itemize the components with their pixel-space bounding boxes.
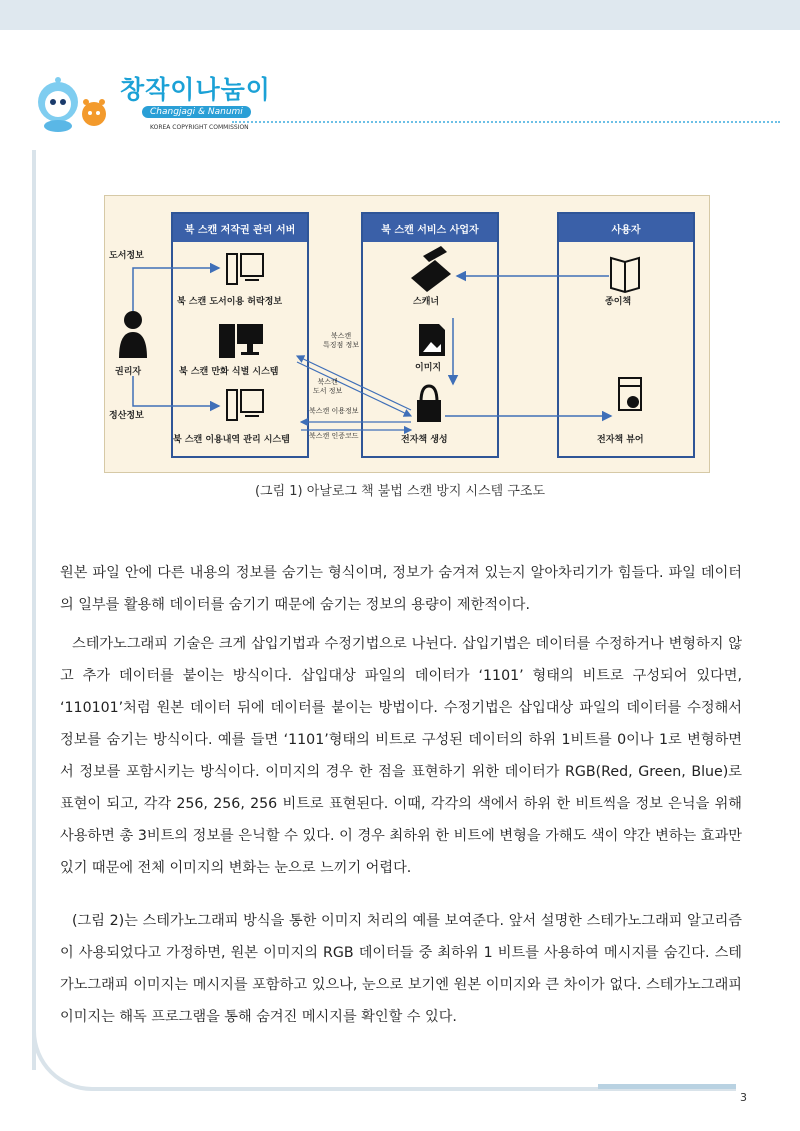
paragraph-2: 스테가노그래피 기술은 크게 삽입기법과 수정기법으로 나뉜다. 삽입기법은 데이터를 수정하거나 변형하지 않고 추가 데이터를 붙이는 방식이다. 삽입대상 파일의 데이터가 ‘1101’ 형태의 비트로 구성되어 있다면, ‘110101’처럼 원본 데이터 뒤에 데이터를 붙이는 방법이다. 수정기법은 삽입대상 파일의 데이터를 수정해서 정보를 숨기는 방식이다. 예를 들면 ‘1101’형태의 비트로 구성된 데이터의 하위 1비트를 0이나 1로 변형하면서 정보를 포함시키는 방식이다. 이미지의 경우 한 점을 표현하기 위한 데이터가 RGB(Red, Green, Blue)로 표현이 되고, 각각 256, 256, 256 비트로 표현된다. 이때, 각각의 색에서 하위 한 비트씩을 정보 은닉을 위해 사용하면 총 3비트의 정보를 은닉할 수 있다. 이 경우 최하위 한 비트에 변형을 가해도 색이 약간 변하는 효과만 있기 때문에 전체 이미지의 변화는 눈으로 느끼기 어렵다.	[60, 636, 742, 876]
header-dotted-rule	[232, 121, 780, 123]
column-provider-header: 북 스캔 서비스 사업자	[363, 214, 497, 242]
label-usage-info: 북스캔 이용정보	[309, 407, 359, 415]
label-settle-info: 정산정보	[109, 411, 144, 421]
diagram-graphics	[105, 196, 709, 472]
logo-org: KOREA COPYRIGHT COMMISSION	[150, 124, 249, 131]
label-permit-info: 북 스캔 도서이용 허락정보	[177, 297, 283, 307]
label-auth-code: 북스캔 인증코드	[309, 432, 359, 440]
label-feature-info	[323, 332, 359, 350]
label-id-system: 북 스캔 만화 식별 시스템	[179, 367, 279, 377]
label-paper-book: 종이책	[605, 297, 632, 307]
scanner-icon	[411, 246, 451, 292]
image-file-icon	[419, 324, 445, 356]
server-doc-icon	[227, 254, 263, 284]
top-band	[0, 0, 800, 30]
left-margin-rule	[32, 150, 36, 1070]
paragraph-1: 원본 파일 안에 다른 내용의 정보를 숨기는 형식이며, 정보가 숨겨져 있는지 알아차리기가 힘들다. 파일 데이터의 일부를 활용해 데이터를 숨기기 때문에 숨기는 정보의 용량이 제한적이다.	[60, 565, 742, 613]
desktop-computer-icon	[219, 324, 263, 358]
label-feature-info-text: 북스캔 특징점 정보	[323, 332, 360, 349]
label-scanner: 스캐너	[413, 297, 440, 307]
person-icon	[119, 311, 147, 358]
label-image: 이미지	[415, 363, 442, 373]
lock-icon	[417, 386, 441, 422]
logo-subtitle: Changjagi & Nanumi	[142, 106, 251, 118]
bottom-accent-bar	[598, 1084, 736, 1089]
logo-title: 창작이나눔이	[120, 75, 271, 104]
paper-book-icon	[611, 258, 639, 292]
settle-info-arrow	[133, 376, 219, 406]
label-usage-system: 북 스캔 이용내역 관리 시스템	[173, 435, 290, 445]
logo	[24, 72, 274, 137]
column-user-header: 사용자	[559, 214, 693, 242]
label-book-info: 도서정보	[109, 251, 144, 261]
column-server-header: 북 스캔 저작권 관리 서버	[173, 214, 307, 242]
page-number: 3	[740, 1091, 747, 1104]
label-ebook-viewer: 전자책 뷰어	[597, 435, 644, 445]
label-ebook-create: 전자책 생성	[401, 435, 448, 445]
label-rights-holder: 권리자	[115, 367, 142, 377]
figure-caption: (그림 1) 아날로그 책 불법 스캔 방지 시스템 구조도	[254, 484, 546, 499]
label-book-data-text: 북스캔 도서 정보	[313, 378, 343, 395]
mascot-icon	[24, 72, 116, 134]
server-log-icon	[227, 390, 263, 420]
label-book-data	[313, 378, 342, 396]
paragraph-3: (그림 2)는 스테가노그래피 방식을 통한 이미지 처리의 예를 보여준다. 앞서 설명한 스테가노그래피 알고리즘이 사용되었다고 가정하면, 원본 이미지의 RGB 데이터들 중 최하위 1 비트를 사용하여 메시지를 숨긴다. 스테가노그래피 이미지는 메시지를 포함하고 있으나, 눈으로 보기엔 원본 이미지와 큰 차이가 없다. 스테가노그래피 이미지는 해독 프로그램을 통해 숨겨진 메시지를 확인할 수 있다.	[60, 913, 742, 1025]
ebook-viewer-icon	[619, 378, 641, 410]
figure-1-diagram	[104, 195, 710, 473]
